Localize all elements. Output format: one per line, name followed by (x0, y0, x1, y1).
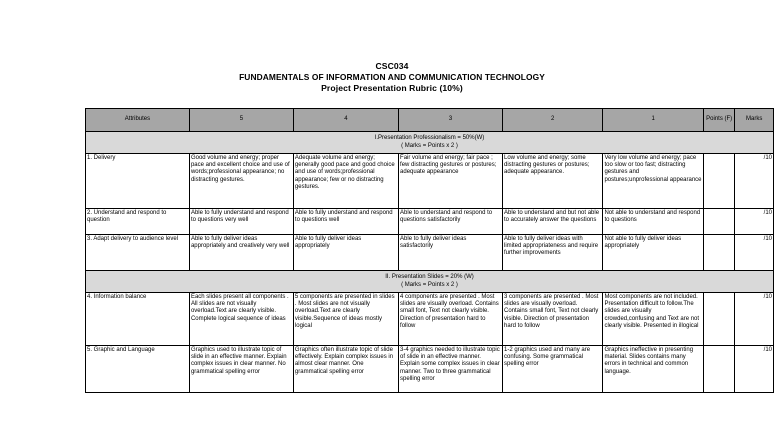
col-header-attributes: Attributes (86, 109, 190, 132)
points-cell (703, 209, 735, 235)
attribute-cell: 1. Delivery (86, 154, 190, 209)
table-row (86, 346, 774, 393)
section-row-professionalism (86, 132, 774, 154)
points-cell (703, 235, 735, 271)
section-title-cell (86, 132, 774, 154)
criteria-cell-3: Fair volume and energy; fair pace ; few distracting gestures or postures; adequate appearance (399, 154, 503, 209)
section-note: ( Marks = Points x 2 ) (401, 142, 458, 149)
col-header-4: 4 (293, 109, 398, 132)
rubric-table (85, 108, 774, 393)
section-title: II. Presentation Slides = 20% (W) (385, 274, 474, 281)
criteria-cell-1: Not able to fully deliver ideas appropriately (603, 235, 703, 271)
criteria-cell-2: Able to fully deliver ideas with limited appropriateness and require further improvements (502, 235, 602, 271)
col-header-5: 5 (189, 109, 293, 132)
criteria-cell-2: Able to understand and but not able to accurately answer the questions (502, 209, 602, 235)
points-cell (703, 154, 735, 209)
table-row (86, 209, 774, 235)
col-header-2: 2 (502, 109, 602, 132)
attribute-cell: 3. Adapt delivery to audience level (86, 235, 190, 271)
table-row (86, 154, 774, 209)
criteria-cell-3: 4 components are presented . Most slides are visually overload. Contains small font, Text not clearly visible. Direction of presentation hard to follow (399, 293, 503, 346)
col-header-points: Points (F) (703, 109, 735, 132)
marks-cell: /10 (735, 209, 774, 235)
criteria-cell-1: Very low volume and energy; pace too slow or too fast; distracting gestures and postures;unprofessional appearance (603, 154, 703, 209)
criteria-cell-2: 1-2 graphics used and many are confusing. Some grammatical spelling error (502, 346, 602, 393)
criteria-cell-1: Not able to understand and respond to questions (603, 209, 703, 235)
points-cell (703, 293, 735, 346)
marks-cell: /10 (735, 293, 774, 346)
criteria-cell-4: Able to fully deliver ideas appropriately (293, 235, 398, 271)
points-cell (703, 346, 735, 393)
criteria-cell-1: Most components are not included. Presentation difficult to follow.The slides are visually crowded,confusing and Text are not clearly visible. Presented in illogical (603, 293, 703, 346)
criteria-cell-5: Able to fully deliver ideas appropriately and creatively very well (189, 235, 293, 271)
course-code: CSC034 (375, 61, 409, 71)
table-row (86, 235, 774, 271)
marks-cell: /10 (735, 235, 774, 271)
course-title: FUNDAMENTALS OF INFORMATION AND COMMUNICATION TECHNOLOGY (239, 72, 545, 82)
section-title: I.Presentation Professionalism = 50%(W) (374, 135, 485, 142)
criteria-cell-2: Low volume and energy; some distracting gestures or postures; adequate appearance. (502, 154, 602, 209)
col-header-3: 3 (399, 109, 503, 132)
criteria-cell-4: Adequate volume and energy; generally good pace and good choice and use of words;professional appearance; few or no distracting gestures. (293, 154, 398, 209)
attribute-cell: 2. Understand and respond to question (86, 209, 190, 235)
table-header-row (86, 109, 774, 132)
criteria-cell-5: Able to fully understand and respond to questions very well (189, 209, 293, 235)
criteria-cell-4: 5 components are presented in slides . Most slides are not visually overload.Text are clearly visible.Sequence of ideas mostly logical (293, 293, 398, 346)
marks-cell: /10 (735, 154, 774, 209)
rubric-subtitle: Project Presentation Rubric (10%) (321, 83, 463, 93)
col-header-1: 1 (603, 109, 703, 132)
criteria-cell-1: Graphics ineffective in presenting material. Slides contains many errors in technical and common language. (603, 346, 703, 393)
criteria-cell-5: Good volume and energy; proper pace and excellent choice and use of words;professional appearance; no distracting gestures. (189, 154, 293, 209)
section-title-cell (86, 271, 774, 293)
criteria-cell-4: Graphics often illustrate topic of slide effectively. Explain complex issues in almost clear manner. One grammatical spelling error (293, 346, 398, 393)
criteria-cell-3: Able to fully deliver ideas satisfactorily (399, 235, 503, 271)
criteria-cell-2: 3 components are presented . Most slides are visually overload. Contains small font, Text not clearly visible. Direction of presentation hard to follow (502, 293, 602, 346)
section-note: ( Marks = Points x 2 ) (401, 281, 458, 288)
attribute-cell: 4. Information balance (86, 293, 190, 346)
attribute-cell: 5. Graphic and Language (86, 346, 190, 393)
table-row (86, 293, 774, 346)
marks-cell: /10 (735, 346, 774, 393)
criteria-cell-3: Able to understand and respond to questions satisfactorily (399, 209, 503, 235)
criteria-cell-5: Graphics used to illustrate topic of slide in an effective manner. Explain complex issues in clear manner. No grammatical spelling error (189, 346, 293, 393)
section-row-slides (86, 271, 774, 293)
document-header (0, 61, 784, 94)
col-header-marks: Marks (735, 109, 774, 132)
criteria-cell-5: Each slides present all components . All slides are not visually overload.Text are clearly visible. Complete logical sequence of ideas (189, 293, 293, 346)
criteria-cell-4: Able to fully understand and respond to questions well (293, 209, 398, 235)
criteria-cell-3: 3-4 graphics needed to illustrate topic of slide in an effective manner. Explain some complex issues in clear manner. Two to three grammatical spelling error (399, 346, 503, 393)
